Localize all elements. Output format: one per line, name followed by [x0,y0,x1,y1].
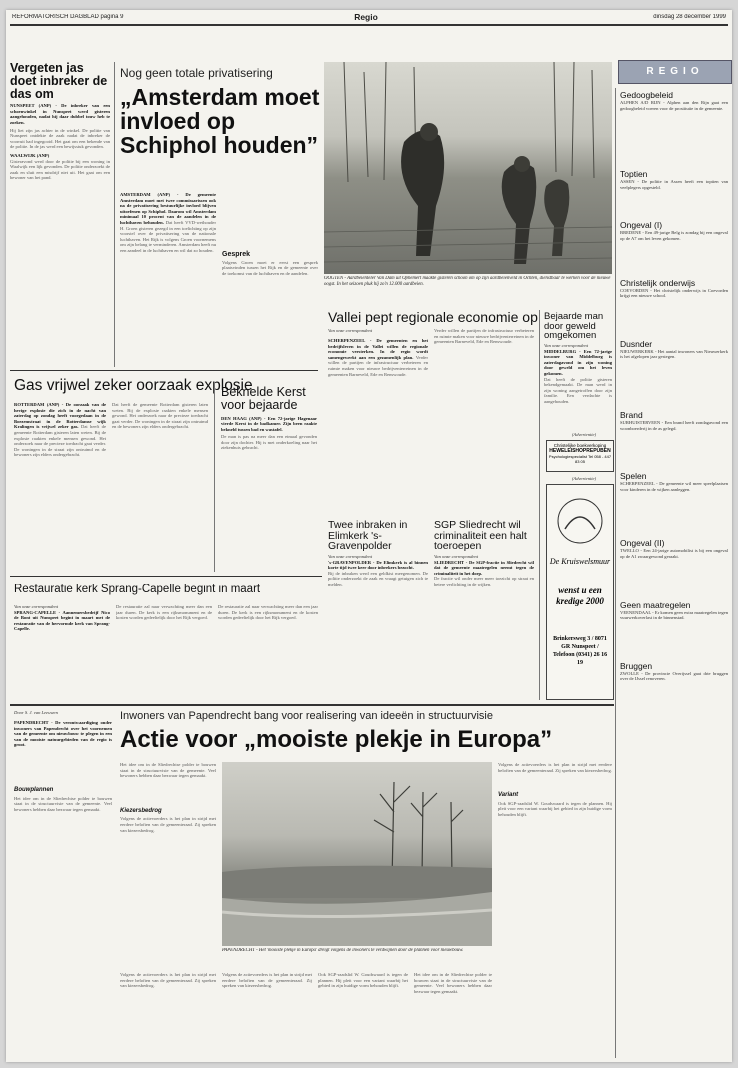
sprang-col-3 [218,604,318,700]
ad-address: Brinkersweg 3 / 8071 GR Nunspeet / Telefoon (0341) 26 16 19 [552,636,608,666]
europe-byline: Door S. J. van Leeuwen [14,710,58,715]
main-lead: AMSTERDAM (ANP) - De gemeente Amsterdam moet met twee commissarissen ook na de privatisering bestuurlijke invloed blijven uitoefenen op Schiphol. Daarom wil Amsterdam minimaal 10 procent van de aandelen in de luchthaven behouden. [120,192,216,225]
sidebar-body-9: VEENENDAAL - Er komen geen extra maatregelen tegen vuurwerkoverlast in de binnenstad. [620,609,728,621]
europe-col-3 [222,972,312,1056]
europe-col-2b [120,972,216,1056]
europe-body-3a: Volgens de actievoerders is het plan in strijd met eerdere beloften van de gemeenteraad. Zij spreken van kiezersbedrog. [222,972,312,989]
regio-badge [618,60,732,84]
vallei-lead: SCHERPENZEEL - De gemeenten en het bedrijfsleven in de Vallei willen de regionale economie versterken. In de regio wordt samengewerkt aan een gezamenlijk plan. [328,338,428,360]
sidebar-body-2: ASSEN - De politie in Assen heeft een toptien van veelplegers opgesteld. [620,179,728,190]
ad-bookstore-line: Psychologiespecialist Tel 058 - 447 83 05 [548,454,612,464]
main-col-1 [120,192,216,364]
europe-body-2: Volgens de actievoerders is het plan in strijd met eerdere beloften van de gemeenteraad. Zij spreken van kiezersbedrog. [120,816,216,833]
sprang-byline: Van onze correspondent [14,604,58,609]
europe-body-3c: Het idee om in de Sliedrechtse polder te bouwen staat in de structuurvisie van de gemeente. Veel bewoners hebben daar bezwaar tegen gemaakt. [414,972,492,994]
europe-body-6b: Ook SGP-raadslid W. Goudswaard is tegen de plannen. Hij pleit voor een variant waarbij het gebied in zijn huidige vorm behouden blijft. [498,800,612,817]
europe-subhead-1: Bouwplannen [14,786,54,793]
sgp-headline: SGP Sliedrecht wil criminaliteit een halt toeroepen [434,520,527,553]
main-col-2 [222,192,318,364]
sidebar-title-5: Dusnder [620,338,653,349]
europe-subhead-3: Variant [498,792,519,799]
sprang-col-2 [116,604,212,700]
kerst-box [214,382,323,572]
sidebar-title-7: Spelen [620,471,647,482]
kerst-lead: DEN HAAG (ANP) - Een 72-jarige Hagenaar vierde Kerst in de badkamer. Zijn been raakte bekneld tussen bad en wastafel. [221,415,317,432]
sidebar-body-6: SURHUISTERVEEN - Een brand heeft zondagavond een woonboerderij in de as gelegd. [620,419,728,431]
europe-body-3b: Ook SGP-raadslid W. Goudswaard is tegen de plannen. Hij pleit voor een variant waarbij het gebied in zijn huidige vorm behouden blijft. [318,972,408,989]
sidebar-title-10: Bruggen [620,660,653,671]
photo-polder-landscape [222,762,492,946]
photo-caption: OOGTEN - Aardbeienteler Van Dam uit Ophemert maakte gisteren schoon om op zijn aardbeienveld in Ochten, dienstbaar te werken voor de nieuwe oogst. In het seizoen pluk hij zo'n 12.000 aardbeien. [324,276,611,287]
sidebar-title-2: Toptien [620,169,648,180]
bejaarde-byline: Van onze correspondent [544,343,588,349]
sidebar-body-5: NIEUWERKERK - Het aantal inwoners van Nieuwerkerk is het afgelopen jaar gestegen. [620,348,728,360]
main-headline: „Amsterdam moet invloed op Schiphol houden” [120,85,320,158]
sgp-byline: Van onze correspondent [434,554,478,560]
story-lead: NUNSPEET (ANP) - De inbreker van een schoenwinkel in Nunspeet werd gisteren aangehouden, nadat hij daar dubbel touw heb te zoeken. [10,103,110,126]
main-inset-title: Gesprek [222,251,251,258]
photo-polder-landscape-image [222,762,492,946]
ad-bookstore-title: Christelijke boekverkoping [553,443,607,448]
inbraken-lead: 's-GRAVENPOLDER - De Elimkerk is al binnen korte tijd twee keer door inbrekers bezocht. [328,559,428,571]
sidebar-title-3: Ongeval (I) [620,220,663,231]
europe-col-6 [498,762,612,1056]
bejaarde-story [544,312,612,432]
bejaarde-lead: MIDDELBURG - Een 72-jarige inwoner van Middelburg is zaterdagavond in zijn woning door geweld om het leven gekomen. [544,348,612,377]
sidebar-title-8: Ongeval (II) [620,538,665,549]
photo-strawberry-field [324,62,612,274]
europe-caption: PAPENDRECHT - Het 'mooiste plekje in Europa' dreigt volgens de inwoners te verdwijnen door de plannen voor nieuwbouw. [222,948,464,953]
kerst-headline: Beknelde Kerst voor bejaarde [221,385,306,412]
section-title: Regio [354,12,378,22]
sprang-col-1 [14,604,110,700]
sidebar-body-8: TWELLO - Een 24-jarige automobilist is bij een ongeval op de A1 zwaargewond geraakt. [620,548,728,559]
sidebar-body-7: SCHERPENZEEL - De gemeente wil meer speelplaatsen voor kinderen in de wijken aanleggen. [620,481,728,492]
ad-label-2: (Advertentie) [571,476,597,481]
ad-kruiswelsmuur[interactable] [546,484,614,700]
sidebar-body-1: ALPHEN A/D RIJN - Alphen aan den Rijn gaat een gedoogbeleid voeren voor de prostitutie in de gemeente. [620,100,728,111]
gas-lead: ROTTERDAM (ANP) - De oorzaak van de hevige explosie die zich in de nacht van zaterdag op zondag heeft voorgedaan in de Boezemstraat in de Rotterdamse wijk Kralingen is vrijwel zeker gas. [14,402,106,430]
bejaarde-headline: Bejaarde man door geweld omgekomen [544,312,604,342]
europe-body-2b: Volgens de actievoerders is het plan in strijd met eerdere beloften van de gemeenteraad. Zij spreken van kiezersbedrog. [120,972,216,989]
sprang-headline: Restauratie kerk Sprang-Capelle begint in maart [14,584,261,595]
sprang-body-cont: De restauratie zal naar verwachting meer dan een jaar duren. De kerk is een rijksmonument en de kosten worden gedeeltelijk door het Rijk vergoed. [218,604,318,621]
sgp-lead: SLIEDRECHT - De SGP-fractie in Sliedrecht wil dat de gemeente maatregelen neemt tegen de criminaliteit in het dorp. [434,559,534,576]
europe-col-5 [414,972,492,1056]
vallei-col-2 [434,328,534,514]
story-vergeten-jas [10,62,110,232]
story-body: Hij liet zijn jas achter in de winkel. De politie van Nunspeet ontdekte de zaak nadat de inbreker de voorruit had ingegooid. Het gaat om een bekende van de politie. In de jas werd een bewijsstuk gevonden. [10,127,110,150]
sgp-story [434,520,534,700]
ad-brand: De Kruiswelsmuur [549,557,611,566]
sidebar-title-6: Brand [620,409,643,420]
europe-headline: Actie voor „mooiste plekje in Europa” [120,728,553,753]
ad-logo-icon [547,491,613,551]
sidebar [620,90,728,1058]
kerst-body: De man is pas na meer dan een etmaal gevonden door zijn dochter. Hij is met onderkoeling naar het ziekenhuis gebracht. [221,434,317,451]
story-headline: Vergeten jas doet inbreker de das om [10,62,108,101]
europe-body-6a: Volgens de actievoerders is het plan in strijd met eerdere beloften van de gemeenteraad. Zij spreken van kiezersbedrog. [498,762,612,773]
europe-col-4 [318,972,408,1056]
brief-title: WAALWIJK (ANP) [10,153,50,158]
europe-kicker: Inwoners van Papendrecht bang voor realisering van ideeën in structuurvisie [120,710,493,722]
newspaper-page [6,10,732,1062]
inbraken-body: Bij de inbraken werd een geldkist meegenomen. De politie onderzoekt de zaak en vraagt getuigen zich te melden. [328,570,428,588]
europe-col-1 [14,720,112,1056]
main-body: Dat heeft VVD-wethouder H. Groen gisteren gezegd in een toelichting op zijn voorstel over de privatisering van de nationale luchthaven. Het Rijk is volgens Groen voornemens om zijn belang te verminderen. Amsterdam heeft nu een aandeel in de luchthaven en wil dat zo houden. [120,219,216,253]
europe-lead: PAPENDRECHT - De verontwaardiging onder inwoners van Papendrecht over het voornemen van de gemeente om nieuwbouw te plegen in een van de mooiste natuurgebieden van de regio is groot. [14,720,112,748]
ad-bookstore-name: HEWELEISHOPREPUBEN [549,448,611,454]
europe-body-1: Het idee om in de Sliedrechtse polder te bouwen staat in de structuurvisie van de gemeente. Veel bewoners hebben daar bezwaar tegen gemaakt. [14,795,112,812]
gas-col-1 [14,402,106,574]
inbraken-byline: Van onze correspondent [328,554,372,560]
sgp-body: De fractie wil onder meer meer toezicht op straat en betere verlichting in de wijken. [434,576,534,588]
gas-headline: Gas vrijwel zeker oorzaak explosie [14,378,253,394]
vallei-body: Verder willen de partijen de infrastructuur verbeteren en ruimte maken voor nieuwe bedrijventerreinen in de gemeenten Barneveld, Ede en Renswoude. [328,354,428,377]
sidebar-title-1: Gedoogbeleid [620,90,673,100]
gas-body: Dat heeft de gemeente Rotterdam gisteren laten weten. Bij de explosie raakten enkele mensen gewond. Het onderzoek naar de precieze toedracht gaat verder. De woningen in de straat zijn ontruimd en de bewoners zijn elders ondergebracht. [14,424,106,458]
sidebar-body-4: COEVORDEN - Het christelijk onderwijs in Coevorden krijgt een nieuwe school. [620,287,728,299]
sprang-lead: SPRANG-CAPELLE - Aannemersbedrijf Nico de Bont uit Nunspeet begint in maart met de restauratie van de hervormde kerk van Sprang-Capelle. [14,609,110,632]
main-inset-body: Volgens Groen moet er eerst een gesprek plaatsvinden tussen het Rijk en de gemeente over de toekomst van de luchthaven en de aandelen. [222,259,318,276]
inbraken-story [328,520,428,700]
vallei-headline: Vallei pept regionale economie op [328,310,538,325]
ad-label-1: (Advertentie) [571,432,597,437]
inbraken-headline: Twee inbraken in Elimkerk 's-Gravenpolder [328,520,408,553]
ad-bookstore[interactable] [546,440,614,472]
sidebar-title-9: Geen maatregelen [620,599,691,610]
page-date: dinsdag 28 december 1999 [653,14,726,20]
europe-col-2 [120,762,216,892]
sidebar-body-10: ZWOLLE - De provincie Overijssel gaat drie bruggen over de IJssel renoveren. [620,670,728,682]
sidebar-body-3: BREDENE - Een 49-jarige Belg is zondag bij een ongeval op de A7 om het leven gekomen. [620,230,728,241]
vallei-col-1 [328,338,428,514]
bejaarde-body: Dat heeft de politie gisteren bekendgemaakt. De man werd in zijn woning aangetroffen door zijn familie. Een verdachte is aangehouden. [544,376,612,404]
gas-col-2 [112,402,208,574]
europe-subhead-2: Kiezersbedrog [120,807,162,814]
photo-strawberry-field-image [324,62,612,274]
main-kicker: Nog geen totale privatisering [120,66,273,80]
header-rule [10,24,728,26]
gas-body-cont: Dat heeft de gemeente Rotterdam gisteren laten weten. Bij de explosie raakten enkele mensen gewond. Het onderzoek naar de precieze toedracht gaat verder. De woningen in de straat zijn ontruimd en de bewoners zijn elders ondergebracht. [112,402,208,430]
regio-badge-label: REGIO [646,66,704,77]
vallei-body-cont: Verder willen de partijen de infrastructuur verbeteren en ruimte maken voor nieuwe bedrijventerreinen in de gemeenten Barneveld, Ede en Renswoude. [434,328,534,345]
sprang-body: De restauratie zal naar verwachting meer dan een jaar duren. De kerk is een rijksmonument en de kosten worden gedeeltelijk door het Rijk vergoed. [116,604,212,621]
vallei-byline: Van onze correspondent [328,328,372,333]
europe-body-2a: Het idee om in de Sliedrechtse polder te bouwen staat in de structuurvisie van de gemeente. Veel bewoners hebben daar bezwaar tegen gemaakt. [120,762,216,779]
brief-body: Gisteravond werd door de politie bij een woning in Waalwijk een lijk gevonden. De politie onderzoekt de zaak en sluit een misdrijf niet uit. Het gaat om een bewoner van het pand. [10,158,110,181]
ad-slogan: wenst u een kredige 2000 [556,585,604,606]
paper-name: REFORMATORISCH DAGBLAD pagina 9 [12,14,124,20]
sidebar-title-4: Christelijk onderwijs [620,277,696,288]
